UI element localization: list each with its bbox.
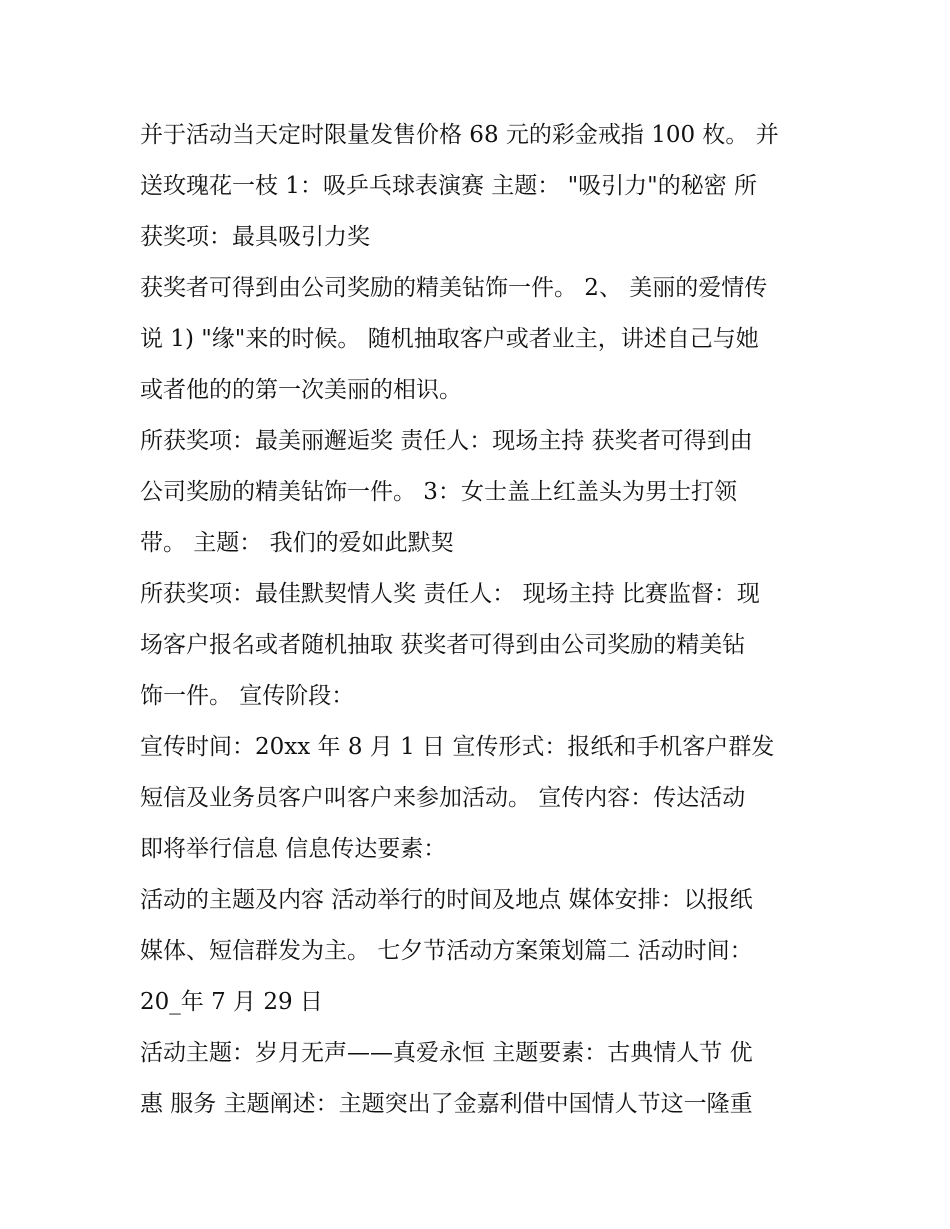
text-line: 活动主题：岁月无声——真爱永恒 主题要素：古典情人节 优 xyxy=(140,1040,753,1066)
text-line: 宣传时间：20xx 年 8 月 1 日 宣传形式：报纸和手机客户群发 xyxy=(140,734,775,760)
text-line: 所获奖项：最佳默契情人奖 责任人： 现场主持 比赛监督：现 xyxy=(140,581,760,607)
text-line: 惠 服务 主题阐述：主题突出了金嘉利借中国情人节这一隆重 xyxy=(140,1091,753,1117)
text-line: 获奖者可得到由公司奖励的精美钻饰一件。 2、 美丽的爱情传 xyxy=(140,275,768,301)
text-line: 带。 主题： 我们的爱如此默契 xyxy=(140,530,454,556)
text-line: 场客户报名或者随机抽取 获奖者可得到由公司奖励的精美钻 xyxy=(140,632,746,658)
text-line: 所获奖项：最美丽邂逅奖 责任人：现场主持 获奖者可得到由 xyxy=(140,428,753,454)
text-line: 短信及业务员客户叫客户来参加活动。 宣传内容：传达活动 xyxy=(140,785,746,811)
text-line: 饰一件。 宣传阶段： xyxy=(140,683,355,709)
text-line: 活动的主题及内容 活动举行的时间及地点 媒体安排：以报纸 xyxy=(140,887,753,913)
text-line: 送玫瑰花一枝 1：吸乒乓球表演赛 主题： "吸引力"的秘密 所 xyxy=(140,173,758,199)
text-line: 即将举行信息 信息传达要素： xyxy=(140,836,447,862)
document-body xyxy=(140,110,820,1130)
text-line: 获奖项：最具吸引力奖 xyxy=(140,224,370,250)
text-line: 公司奖励的精美钻饰一件。 3：女士盖上红盖头为男士打领 xyxy=(140,479,737,505)
text-line: 或者他的的第一次美丽的相识。 xyxy=(140,377,462,403)
text-line: 说 1) "缘"来的时候。 随机抽取客户或者业主，讲述自己与她 xyxy=(140,326,759,352)
text-line: 20_年 7 月 29 日 xyxy=(140,989,323,1015)
text-line: 并于活动当天定时限量发售价格 68 元的彩金戒指 100 枚。 并 xyxy=(140,122,779,148)
text-line: 媒体、短信群发为主。 七夕节活动方案策划篇二 活动时间： xyxy=(140,938,753,964)
